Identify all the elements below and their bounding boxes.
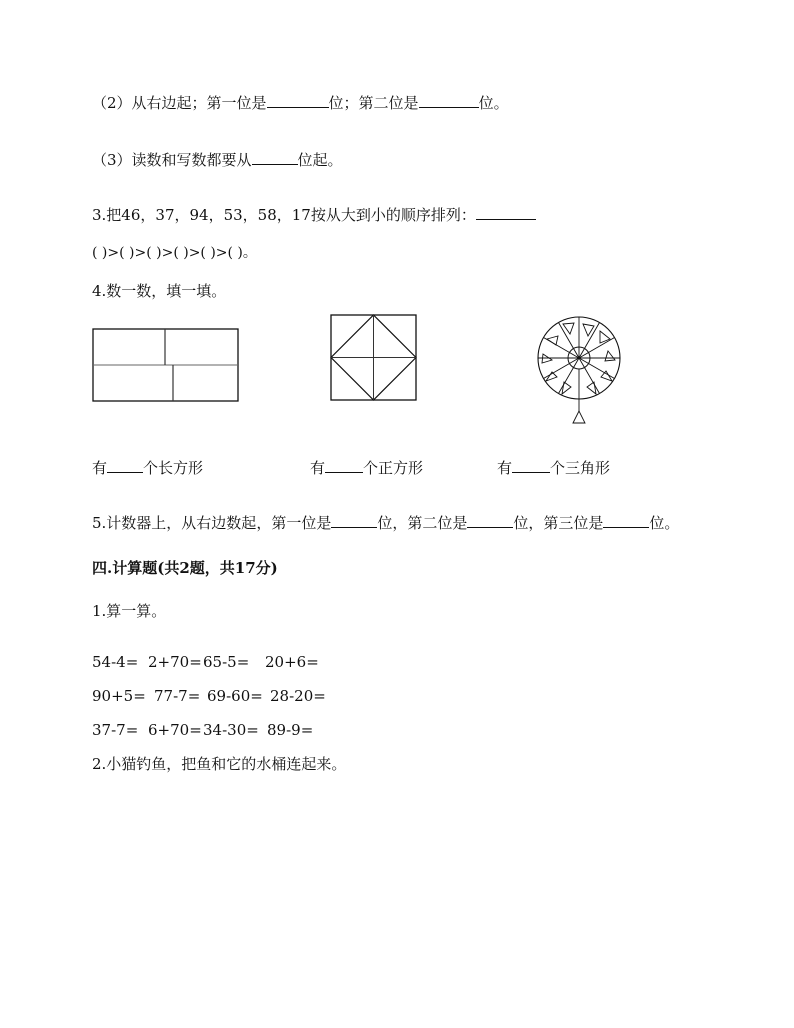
- calc-row: [92, 720, 313, 740]
- q5-mid1: 位，第二位是: [377, 514, 468, 532]
- q2-part2-line: [92, 93, 509, 113]
- section-heading: 四.计算题(共2题，共17分): [92, 559, 278, 577]
- calc-row: [92, 686, 326, 706]
- rectangles-figure: [92, 328, 240, 403]
- calc-item: 34-30=: [203, 721, 259, 739]
- squares-figure: [330, 314, 418, 402]
- q3-line: [92, 205, 536, 225]
- q4-answer-suffix: 个正方形: [363, 459, 424, 477]
- q3-text: 3.把46，37，94，53，58，17按从大到小的顺序排列：: [92, 206, 476, 224]
- triangles-figure: [530, 314, 630, 426]
- q2-part2-suffix: 位。: [478, 94, 509, 112]
- q4-answer-prefix: 有: [310, 459, 326, 477]
- q5-mid2: 位，第三位是: [513, 514, 604, 532]
- q4-answer-suffix: 个长方形: [143, 459, 204, 477]
- calc-item: 69-60=: [207, 687, 263, 705]
- q4-title: 4.数一数，填一填。: [92, 282, 227, 300]
- q5-line: [92, 513, 679, 533]
- answer-blank[interactable]: [603, 513, 649, 528]
- calc-q2-title: 2.小猫钓鱼，把鱼和它的水桶连起来。: [92, 755, 347, 773]
- calc-item: 65-5=: [203, 653, 250, 671]
- q4-answer-suffix: 个三角形: [550, 459, 611, 477]
- answer-blank[interactable]: [476, 205, 536, 220]
- q2-part3-line: [92, 150, 343, 170]
- calc-item: 90+5=: [92, 687, 146, 705]
- q2-part2-mid: 位；第二位是: [328, 94, 419, 112]
- calc-item: 54-4=: [92, 653, 139, 671]
- answer-blank[interactable]: [419, 93, 479, 108]
- answer-blank[interactable]: [107, 458, 143, 473]
- q2-part2-prefix: （2）从右边起；第一位是: [92, 94, 267, 112]
- calc-row: [92, 652, 319, 672]
- q4-answer-rectangles: [92, 458, 203, 478]
- q5-prefix: 5.计数器上，从右边数起，第一位是: [92, 514, 332, 532]
- answer-blank[interactable]: [267, 93, 329, 108]
- answer-blank[interactable]: [467, 513, 513, 528]
- q2-part3-suffix: 位起。: [297, 151, 343, 169]
- calc-item: 2+70=: [148, 653, 202, 671]
- answer-blank[interactable]: [512, 458, 550, 473]
- calc-item: 37-7=: [92, 721, 139, 739]
- q3-order-line: ( )>( )>( )>( )>( )>( )。: [92, 245, 257, 261]
- calc-q1-title: 1.算一算。: [92, 602, 167, 620]
- answer-blank[interactable]: [331, 513, 377, 528]
- answer-blank[interactable]: [325, 458, 363, 473]
- q2-part3-prefix: （3）读数和写数都要从: [92, 151, 252, 169]
- answer-blank[interactable]: [252, 150, 298, 165]
- calc-item: 6+70=: [148, 721, 202, 739]
- q4-answer-triangles: [497, 458, 610, 478]
- calc-item: 89-9=: [267, 721, 314, 739]
- calc-item: 28-20=: [270, 687, 326, 705]
- q4-answer-prefix: 有: [92, 459, 108, 477]
- q4-answer-squares: [310, 458, 423, 478]
- calc-item: 20+6=: [265, 653, 319, 671]
- q5-suffix: 位。: [649, 514, 680, 532]
- q4-answer-prefix: 有: [497, 459, 513, 477]
- calc-item: 77-7=: [154, 687, 201, 705]
